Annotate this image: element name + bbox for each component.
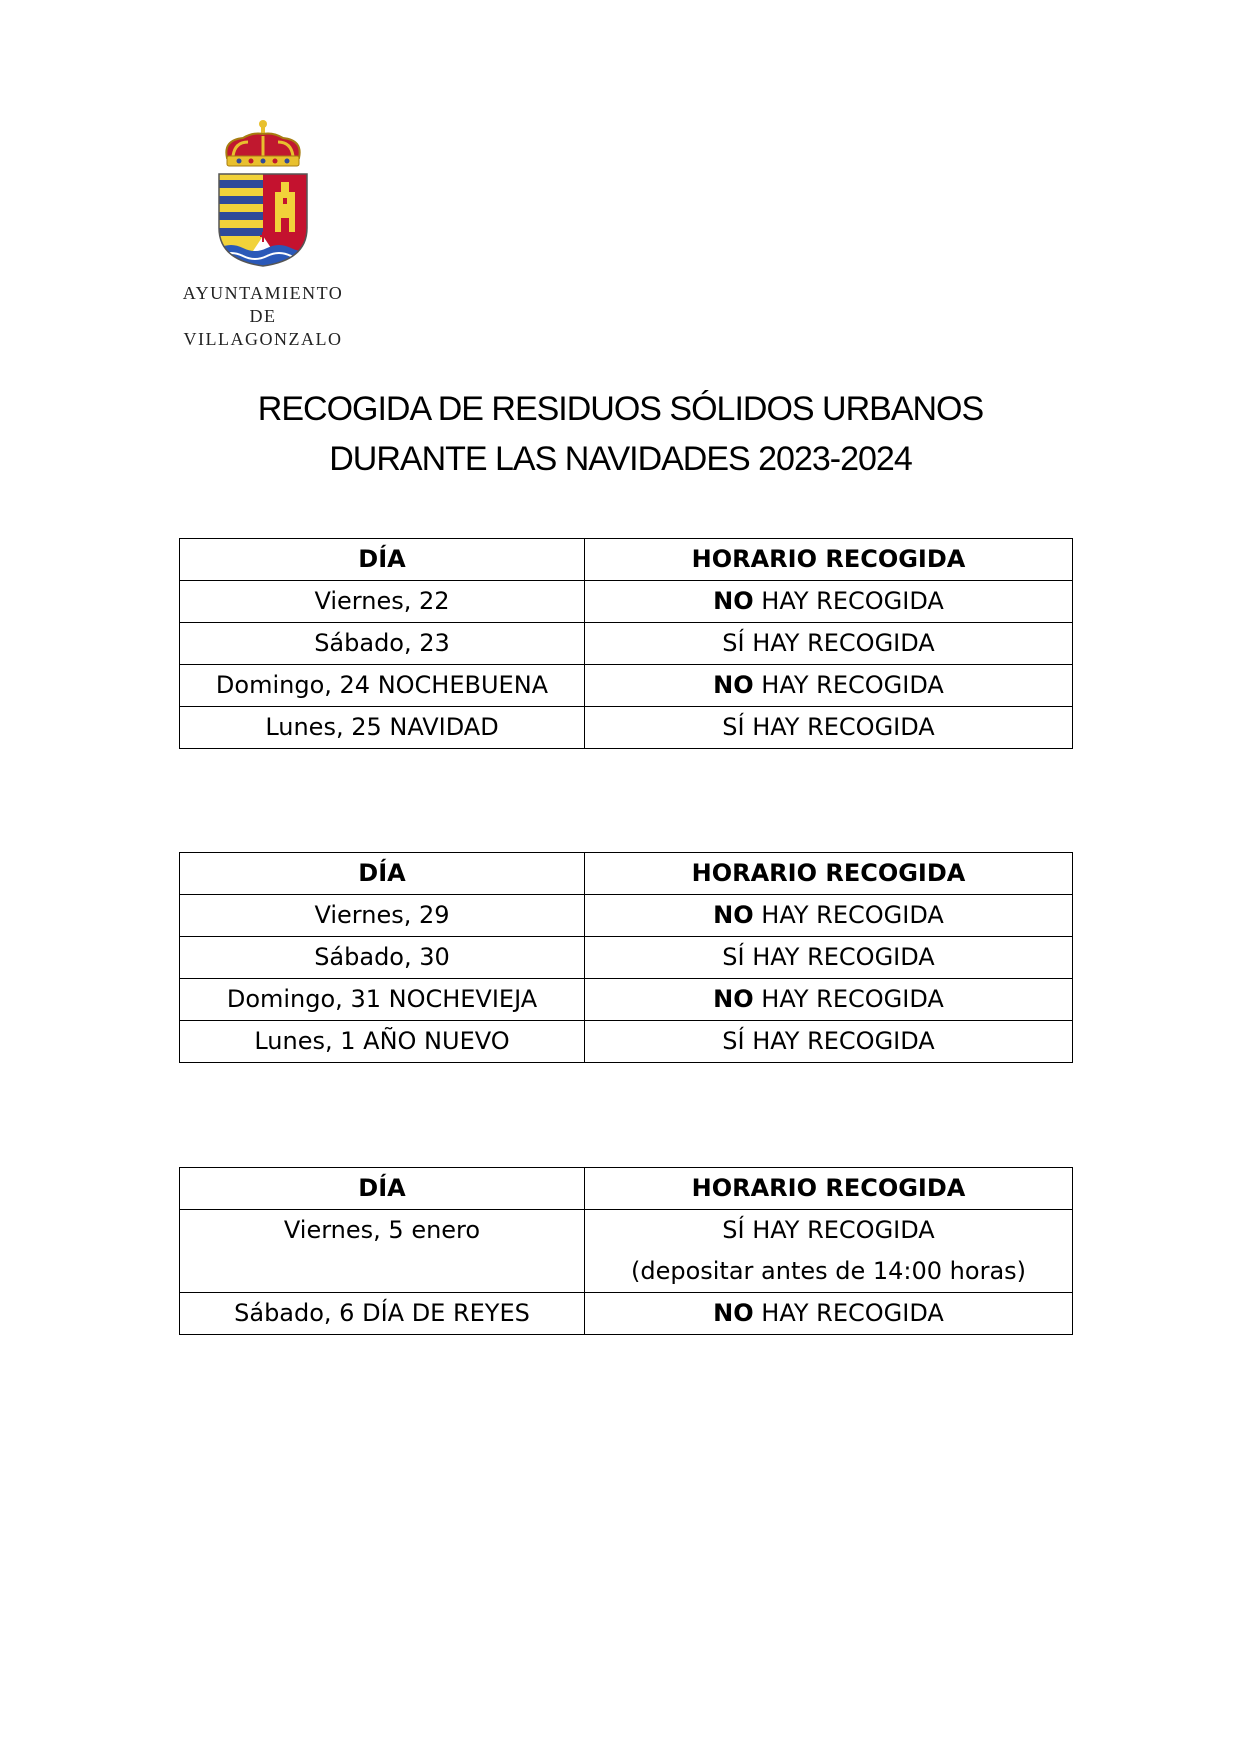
municipal-logo [168, 118, 358, 351]
table-row [180, 937, 1073, 979]
day-cell: Viernes, 22 [180, 581, 585, 623]
day-cell: Domingo, 24 NOCHEBUENA [180, 665, 585, 707]
status-text: HAY RECOGIDA [753, 1299, 944, 1327]
crown-icon [226, 120, 299, 166]
schedule-cell [585, 1293, 1073, 1335]
schedule-cell [585, 623, 1073, 665]
table-row [180, 623, 1073, 665]
column-header-schedule: HORARIO RECOGIDA [585, 853, 1073, 895]
status-lead: NO [713, 671, 754, 699]
schedule-table-3 [179, 1167, 1073, 1335]
schedule-cell [585, 895, 1073, 937]
institution-name-line1: AYUNTAMIENTO [182, 283, 344, 303]
status-text: HAY RECOGIDA [753, 985, 944, 1013]
column-header-schedule: HORARIO RECOGIDA [585, 539, 1073, 581]
status-text: SÍ HAY RECOGIDA [722, 713, 935, 741]
page-title-line2: DURANTE LAS NAVIDADES 2023-2024 [329, 440, 912, 478]
schedule-table-2 [179, 852, 1073, 1063]
schedule-cell [585, 979, 1073, 1021]
status-note: (depositar antes de 14:00 horas) [630, 1257, 1027, 1285]
column-header-day: DÍA [180, 853, 585, 895]
day-cell: Sábado, 30 [180, 937, 585, 979]
column-header-day: DÍA [180, 1168, 585, 1210]
status-text: SÍ HAY RECOGIDA [722, 943, 935, 971]
table-row [180, 1293, 1073, 1335]
day-cell: Sábado, 6 DÍA DE REYES [180, 1293, 585, 1335]
status-lead: NO [713, 587, 754, 615]
status-text: HAY RECOGIDA [753, 671, 944, 699]
status-text: SÍ HAY RECOGIDA [722, 1216, 935, 1244]
institution-name-line2: DE [249, 306, 277, 326]
day-cell: Lunes, 1 AÑO NUEVO [180, 1021, 585, 1063]
schedule-cell [585, 581, 1073, 623]
schedule-cell [585, 1210, 1073, 1293]
day-cell: Viernes, 29 [180, 895, 585, 937]
column-header-schedule: HORARIO RECOGIDA [585, 1168, 1073, 1210]
table-row [180, 581, 1073, 623]
day-cell: Viernes, 5 enero [180, 1210, 585, 1293]
page-title [0, 384, 1241, 484]
table-row [180, 895, 1073, 937]
schedule-cell [585, 707, 1073, 749]
day-cell: Domingo, 31 NOCHEVIEJA [180, 979, 585, 1021]
institution-name [168, 282, 358, 351]
schedule-cell [585, 1021, 1073, 1063]
table-header-row [180, 1168, 1073, 1210]
status-text: SÍ HAY RECOGIDA [722, 1027, 935, 1055]
day-cell: Lunes, 25 NAVIDAD [180, 707, 585, 749]
status-text: HAY RECOGIDA [753, 587, 944, 615]
schedule-cell [585, 937, 1073, 979]
column-header-day: DÍA [180, 539, 585, 581]
institution-name-line3: VILLAGONZALO [183, 329, 343, 349]
table-row [180, 707, 1073, 749]
table-row [180, 665, 1073, 707]
table-header-row [180, 853, 1073, 895]
status-text: SÍ HAY RECOGIDA [722, 629, 935, 657]
table-header-row [180, 539, 1073, 581]
table-row [180, 979, 1073, 1021]
status-lead: NO [713, 1299, 754, 1327]
table-row [180, 1021, 1073, 1063]
coat-of-arms-icon [213, 118, 313, 268]
page-title-line1: RECOGIDA DE RESIDUOS SÓLIDOS URBANOS [257, 390, 984, 428]
schedule-table-1 [179, 538, 1073, 749]
day-cell: Sábado, 23 [180, 623, 585, 665]
status-lead: NO [713, 901, 754, 929]
status-text: HAY RECOGIDA [753, 901, 944, 929]
table-row [180, 1210, 1073, 1293]
status-lead: NO [713, 985, 754, 1013]
schedule-cell [585, 665, 1073, 707]
